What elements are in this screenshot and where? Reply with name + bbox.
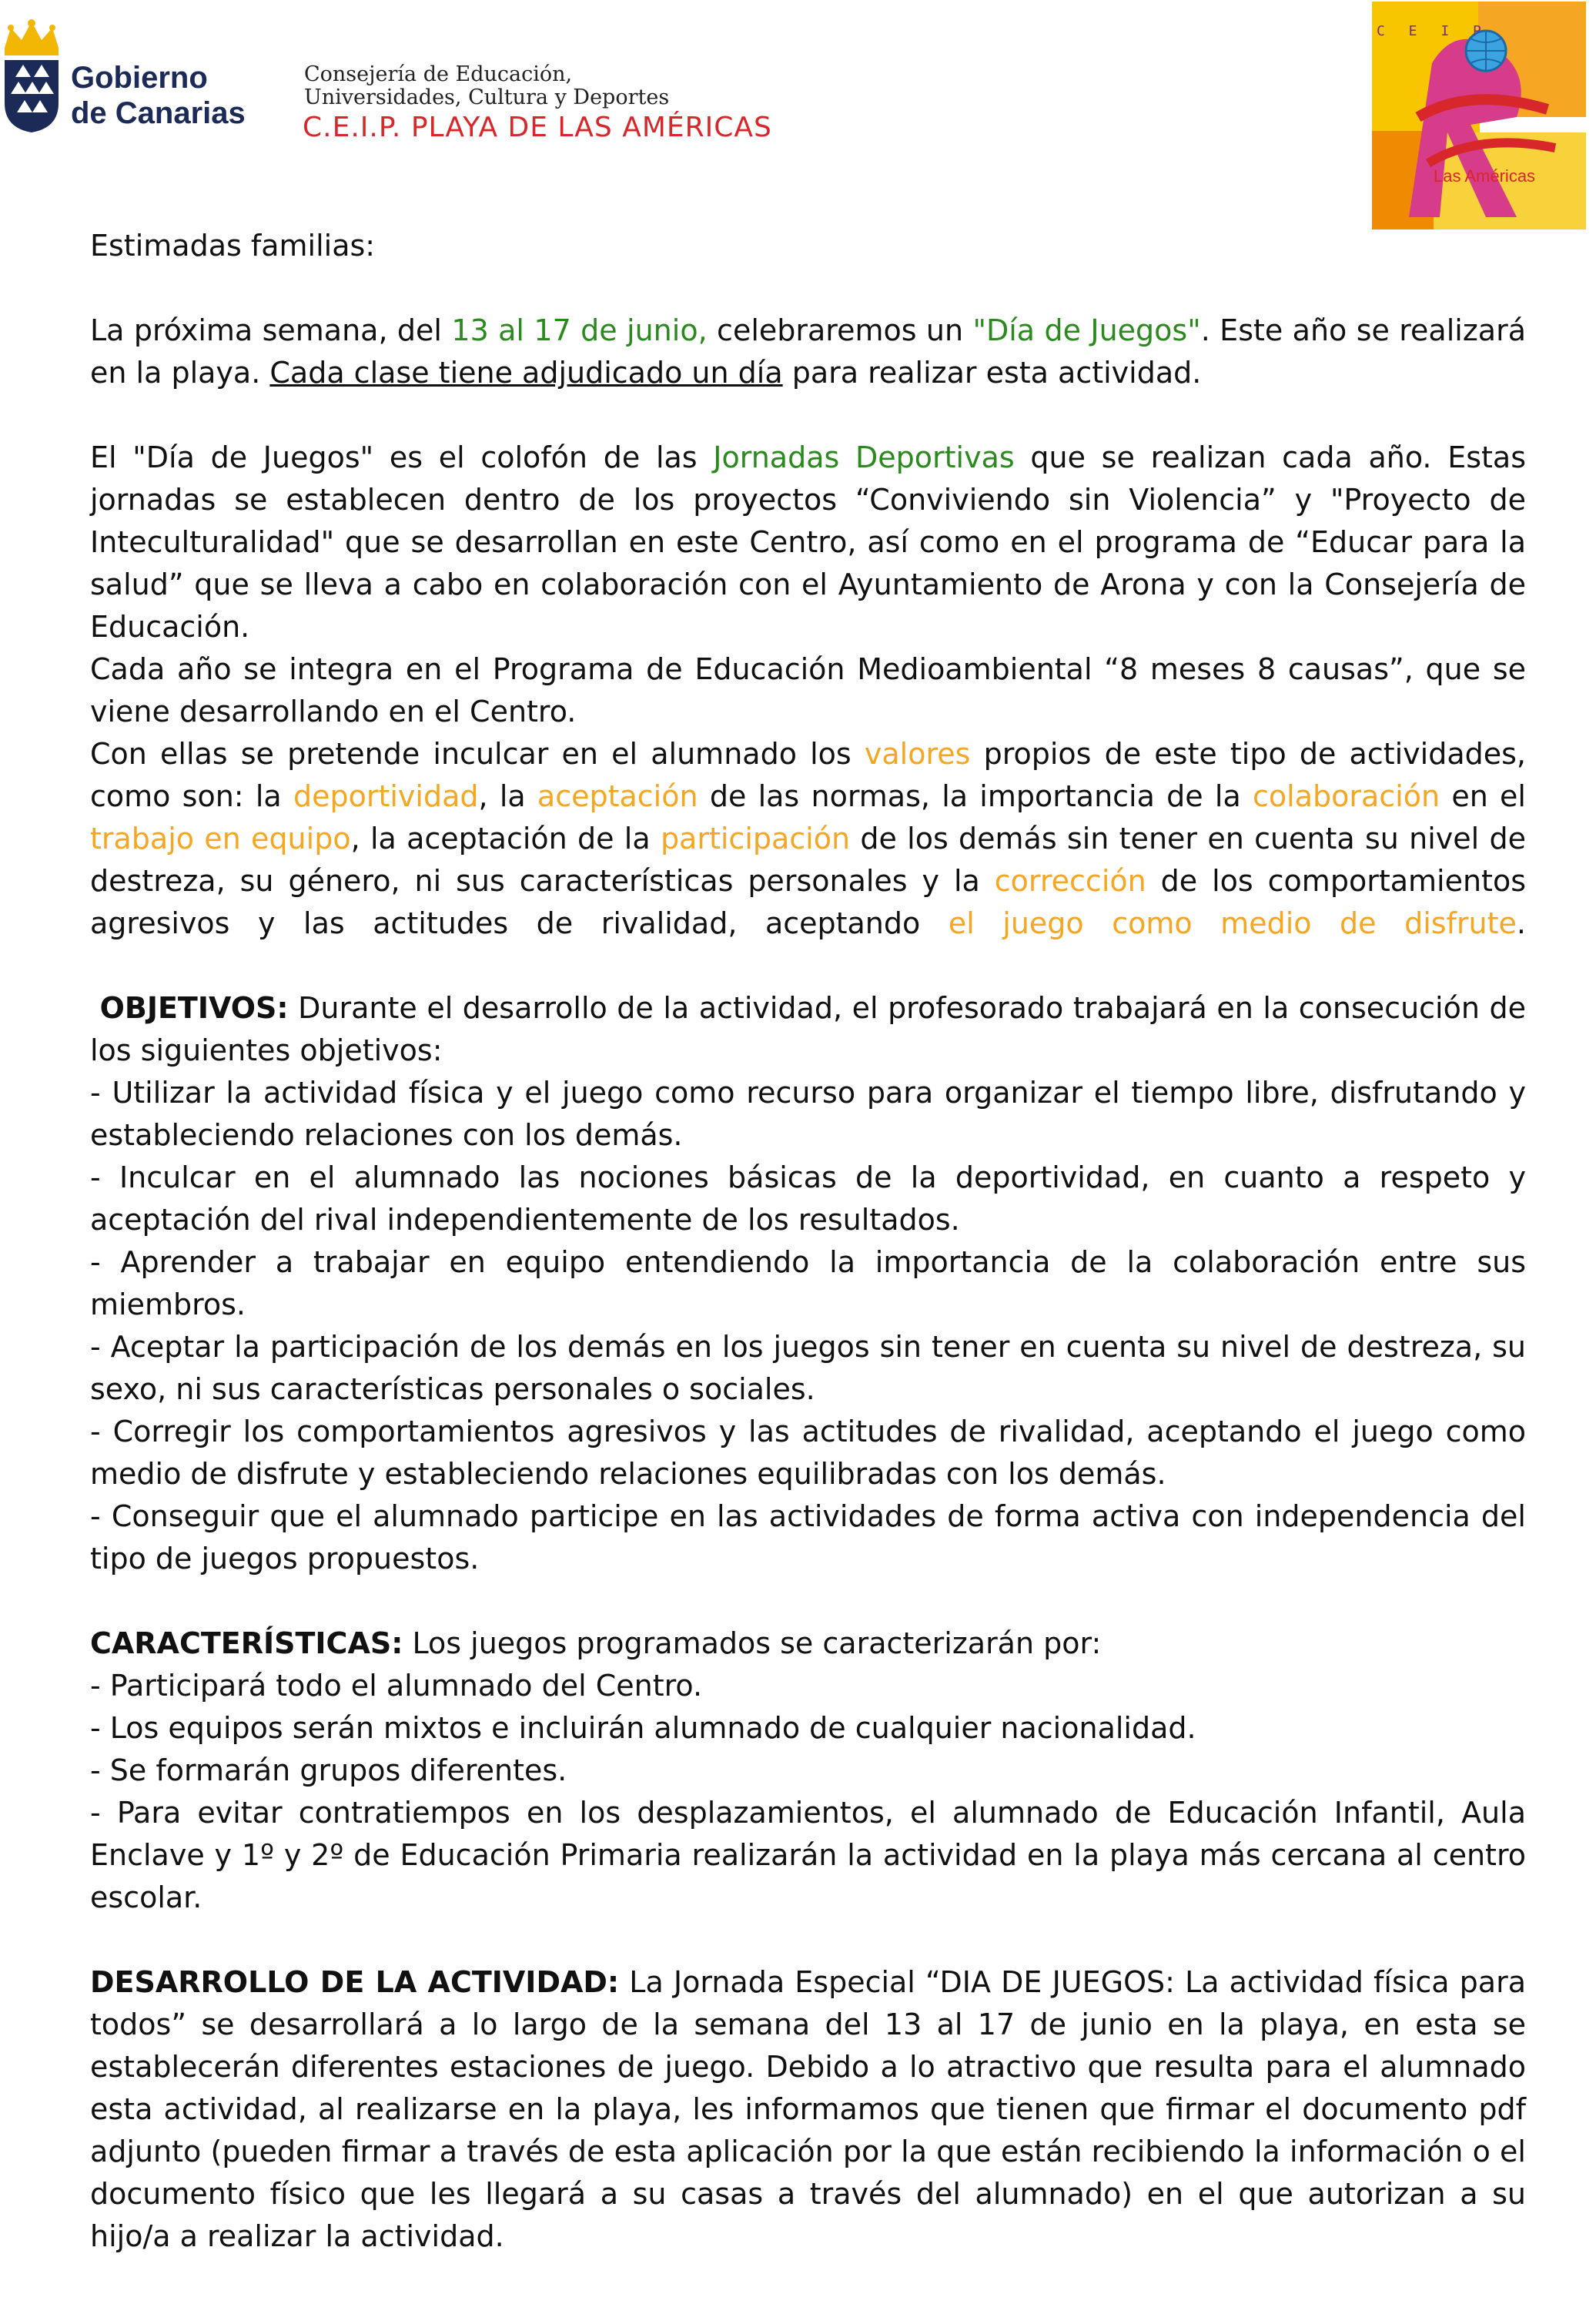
highlight-juego-disfrute: el juego como medio de disfrute [948, 906, 1517, 940]
department-line2: Universidades, Cultura y Deportes [304, 85, 670, 109]
caracteristica-item: - Participará todo el alumnado del Centro. [90, 1669, 703, 1703]
text-run: de los comportamientos agresivos y las actitudes de rivalidad, aceptando [90, 864, 1526, 940]
government-name [71, 60, 246, 131]
gobierno-crest-icon [0, 17, 63, 134]
text-run: para realizar esta actividad. [782, 356, 1202, 390]
objetivo-item: - Inculcar en el alumnado las nociones básicas de la deportividad, en cuanto a respeto y aceptación del rival independientemente de los resultados. [90, 1160, 1526, 1237]
heading-objetivos: OBJETIVOS: [99, 991, 289, 1025]
text-run: La próxima semana, del [90, 313, 452, 347]
underlined-text: Cada clase tiene adjudicado un día [269, 356, 783, 390]
caracteristica-item: - Los equipos serán mixtos e incluirán alumnado de cualquier nacionalidad. [90, 1711, 1196, 1745]
caracteristica-item: - Se formarán grupos diferentes. [90, 1753, 567, 1787]
text-run: de las normas, la importancia de la [698, 779, 1253, 813]
school-name: C.E.I.P. PLAYA DE LAS AMÉRICAS [303, 112, 772, 143]
government-name-line2: de Canarias [71, 96, 246, 130]
highlight-valores: valores [864, 737, 971, 771]
spacer [90, 1919, 1526, 1961]
highlight-jornadas: Jornadas Deportivas [713, 440, 1015, 474]
department-line1: Consejería de Educación, [304, 62, 573, 86]
text-run: . [1516, 906, 1527, 940]
spacer [90, 267, 1526, 310]
objetivo-item: - Utilizar la actividad física y el juego como recurso para organizar el tiempo libre, disfrutando y estableciendo relaciones con los demás. [90, 1076, 1526, 1152]
text-run: El "Día de Juegos" es el colofón de las [90, 440, 714, 474]
logo-las-americas-text: Las Américas [1434, 166, 1536, 186]
text-run: Durante el desarrollo de la actividad, el profesorado trabajará en la consecución de los siguientes objetivos: [90, 991, 1526, 1067]
text-run: en el [1440, 779, 1526, 813]
highlight-event: "Día de Juegos" [972, 313, 1201, 347]
text-run: de los demás sin tener en cuenta su nivel de destreza, su género, ni sus características personales y la [90, 822, 1527, 898]
highlight-correccion: corrección [994, 864, 1146, 898]
highlight-deportividad: deportividad [293, 779, 479, 813]
section-desarrollo [90, 1961, 1526, 2258]
text-run: , la aceptación de la [350, 822, 661, 856]
school-logo [1363, 2, 1586, 229]
text-run: celebraremos un [707, 313, 973, 347]
spacer [90, 394, 1526, 437]
text-run: La Jornada Especial “DIA DE JUEGOS: La actividad física para todos” se desarrollará a lo largo de la semana del 13 al 17 de junio en la playa, en esta se establecerán diferentes estaciones de juego. Debido a lo atractivo que resulta para el alumnado esta actividad, al realizarse en la playa, les informamos que tienen que firmar el documento pdf adjunto (pueden firmar a través de esta aplicación por la que están recibiendo la información o el documento físico que les llegará a su casas a través del alumnado) en el que autorizan a su hijo/a a realizar la actividad. [90, 1965, 1526, 2253]
objetivo-item: - Aceptar la participación de los demás en los juegos sin tener en cuenta su nivel de destreza, su sexo, ni sus características personales o sociales. [90, 1330, 1526, 1406]
heading-caracteristicas: CARACTERÍSTICAS: [90, 1626, 403, 1660]
objetivo-item: - Aprender a trabajar en equipo entendiendo la importancia de la colaboración entre sus miembros. [90, 1245, 1526, 1321]
section-objetivos-intro [90, 987, 1526, 1072]
logo-ceip-text: C E I P [1377, 23, 1489, 39]
highlight-aceptacion: aceptación [537, 779, 698, 813]
text-run: que se realizan cada año. Estas jornadas se establecen dentro de los proyectos “Conviviendo sin Violencia” y "Proyecto de Inteculturalidad" que se desarrollan en este Centro, así como en el programa de “Educar para la salud” que se lleva a cabo en colaboración con el Ayuntamiento de Arona y con la Consejería de Educación. [90, 440, 1527, 644]
text-run: Los juegos programados se caracterizarán por: [403, 1626, 1102, 1660]
highlight-dates: 13 al 17 de junio, [451, 313, 708, 347]
spacer [90, 1580, 1526, 1622]
department-name [304, 63, 669, 109]
caracteristica-item: - Para evitar contratiempos en los desplazamientos, el alumnado de Educación Infantil, Aula Enclave y 1º y 2º de Educación Primaria realizarán la actividad en la playa más cercana al centro escolar. [90, 1796, 1526, 1914]
letter-body [90, 225, 1526, 2258]
paragraph-jornadas [90, 437, 1526, 648]
text-run: propios de este tipo de actividades, como son: la [90, 737, 1527, 813]
highlight-colaboracion: colaboración [1253, 779, 1440, 813]
greeting: Estimadas familias: [90, 229, 376, 263]
paragraph-announcement [90, 310, 1526, 394]
paragraph-medioambiental: Cada año se integra en el Programa de Educación Medioambiental “8 meses 8 causas”, que se viene desarrollando en el Centro. [90, 652, 1526, 728]
paragraph-valores [90, 733, 1526, 945]
highlight-participacion: participación [660, 822, 851, 856]
objetivo-item: - Corregir los comportamientos agresivos y las actitudes de rivalidad, aceptando el juego como medio de disfrute y estableciendo relaciones equilibradas con los demás. [90, 1415, 1526, 1491]
heading-desarrollo: DESARROLLO DE LA ACTIVIDAD: [90, 1965, 620, 1999]
text-run: , la [478, 779, 537, 813]
text-run: Con ellas se pretende inculcar en el alumnado los [90, 737, 865, 771]
objetivo-item: - Conseguir que el alumnado participe en las actividades de forma activa con independencia del tipo de juegos propuestos. [90, 1499, 1526, 1576]
section-caracteristicas-intro [90, 1622, 1526, 1665]
text-run: . Este año se realizará en la playa. [90, 313, 1526, 390]
government-name-line1: Gobierno [71, 61, 208, 95]
highlight-trabajo-equipo: trabajo en equipo [90, 822, 351, 856]
spacer [90, 945, 1526, 987]
